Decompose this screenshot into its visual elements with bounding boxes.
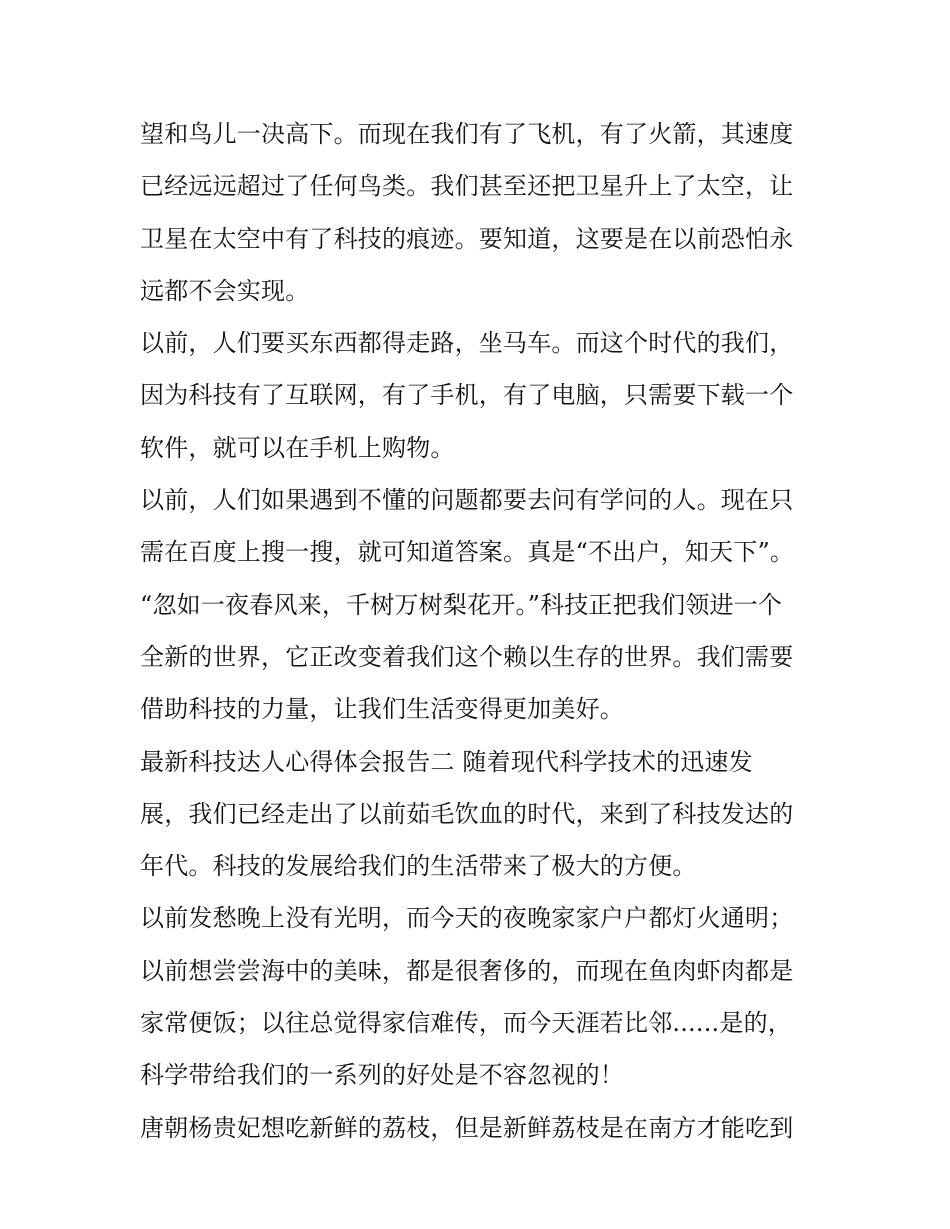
text-line: 以前发愁晚上没有光明，而今天的夜晚家家户户都灯火通明； — [140, 904, 794, 933]
text-line: 借助科技的力量，让我们生活变得更加美好。 — [140, 695, 624, 724]
text-line: 以前，人们如果遇到不懂的问题都要去问有学问的人。现在只 — [140, 486, 794, 515]
text-line: 最新科技达人心得体会报告二 随着现代科学技术的迅速发 — [140, 747, 753, 776]
document-body — [140, 108, 820, 1154]
text-line: 唐朝杨贵妃想吃新鲜的荔枝，但是新鲜荔枝是在南方才能吃到 — [140, 1113, 794, 1142]
text-line: 年代。科技的发展给我们的生活带来了极大的方便。 — [140, 852, 697, 881]
text-line: 全新的世界，它正改变着我们这个赖以生存的世界。我们需要 — [140, 642, 794, 671]
text-line: 以前想尝尝海中的美味，都是很奢侈的，而现在鱼肉虾肉都是 — [140, 956, 794, 985]
text-line: 家常便饭；以往总觉得家信难传，而今天涯若比邻......是的， — [140, 1009, 792, 1038]
text-line: 望和鸟儿一决高下。而现在我们有了飞机，有了火箭，其速度 — [140, 120, 794, 148]
text-line: 因为科技有了互联网，有了手机，有了电脑，只需要下载一个 — [140, 381, 794, 410]
text-line: 以前，人们要买东西都得走路，坐马车。而这个时代的我们， — [140, 329, 794, 358]
text-line: 软件，就可以在手机上购物。 — [140, 433, 455, 462]
text-line: 卫星在太空中有了科技的痕迹。要知道，这要是在以前恐怕永 — [140, 224, 794, 253]
text-line: 远都不会实现。 — [140, 276, 310, 305]
text-line: 已经远远超过了任何鸟类。我们甚至还把卫星升上了太空，让 — [140, 172, 794, 201]
text-line: “忽如一夜春风来，千树万树梨花开。”科技正把我们领进一个 — [140, 590, 783, 619]
text-line: 科学带给我们的一系列的好处是不容忽视的！ — [140, 1061, 624, 1090]
text-line: 需在百度上搜一搜，就可知道答案。真是“不出户，知天下”。 — [140, 538, 795, 567]
text-line: 展，我们已经走出了以前茹毛饮血的时代，来到了科技发达的 — [140, 799, 794, 828]
